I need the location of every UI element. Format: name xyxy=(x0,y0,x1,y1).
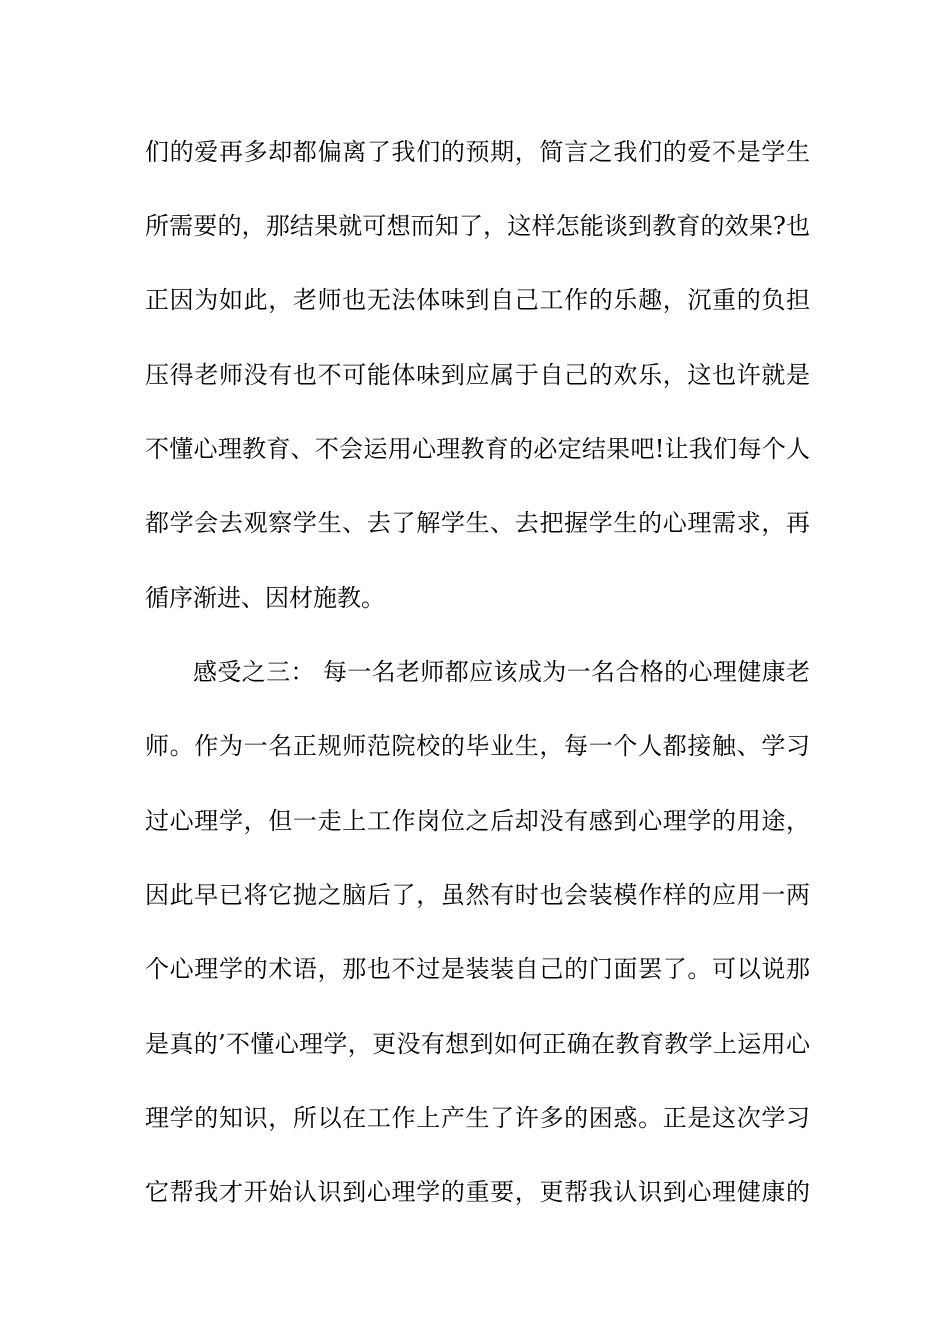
text-line: 师。作为一名正规师范院校的毕业生，每一个人都接触、学习 xyxy=(145,732,810,760)
text-line-paragraph-start: 感受之三： 每一名老师都应该成为一名合格的心理健康老 xyxy=(193,658,810,686)
text-line: 们的爱再多却都偏离了我们的预期，简言之我们的爱不是学生 xyxy=(145,138,810,166)
text-line: 它帮我才开始认识到心理学的重要，更帮我认识到心理健康的 xyxy=(145,1178,810,1206)
text-line: 理学的知识，所以在工作上产生了许多的困惑。正是这次学习 xyxy=(145,1104,810,1132)
text-line: 个心理学的术语，那也不过是装装自己的门面罢了。可以说那 xyxy=(145,955,810,983)
text-line-paragraph-end: 循序渐进、因材施教。 xyxy=(145,584,385,612)
text-line: 是真的’不懂心理学，更没有想到如何正确在教育教学上运用心 xyxy=(145,1030,810,1058)
text-line: 不懂心理教育、不会运用心理教育的必定结果吧!让我们每个人 xyxy=(145,435,810,463)
text-line: 正因为如此，老师也无法体味到自己工作的乐趣，沉重的负担 xyxy=(145,286,810,314)
text-line: 因此早已将它抛之脑后了，虽然有时也会装模作样的应用一两 xyxy=(145,881,810,909)
text-line: 压得老师没有也不可能体味到应属于自己的欢乐，这也许就是 xyxy=(145,361,810,389)
text-line: 所需要的，那结果就可想而知了，这样怎能谈到教育的效果?也 xyxy=(145,212,810,240)
text-line: 过心理学，但一走上工作岗位之后却没有感到心理学的用途， xyxy=(145,807,810,835)
text-line: 都学会去观察学生、去了解学生、去把握学生的心理需求，再 xyxy=(145,509,810,537)
